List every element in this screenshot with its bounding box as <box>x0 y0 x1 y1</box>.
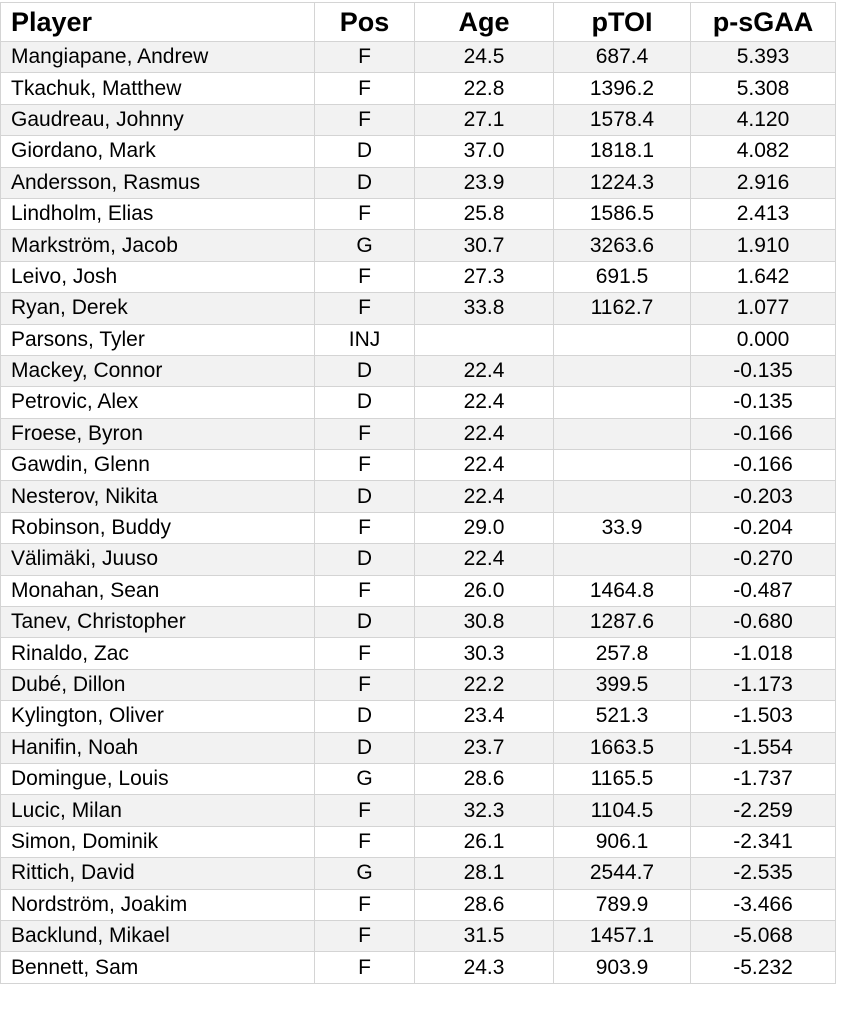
header-row <box>1 3 836 42</box>
age-cell: 30.3 <box>415 638 554 669</box>
ptoi-cell <box>554 387 691 418</box>
header-ptoi: pTOI <box>554 3 691 42</box>
psgaa-cell: -5.232 <box>691 952 836 983</box>
table-row <box>1 512 836 543</box>
header-psgaa: p-sGAA <box>691 3 836 42</box>
psgaa-cell: 1.910 <box>691 230 836 261</box>
age-cell: 32.3 <box>415 795 554 826</box>
table-row <box>1 387 836 418</box>
position-cell: F <box>315 638 415 669</box>
player-name-cell: Tkachuk, Matthew <box>1 73 315 104</box>
player-name-cell: Lindholm, Elias <box>1 198 315 229</box>
player-name-cell: Rinaldo, Zac <box>1 638 315 669</box>
table-row <box>1 544 836 575</box>
age-cell: 26.1 <box>415 826 554 857</box>
player-name-cell: Robinson, Buddy <box>1 512 315 543</box>
position-cell: F <box>315 42 415 73</box>
age-cell: 28.6 <box>415 763 554 794</box>
table-row <box>1 889 836 920</box>
age-cell: 22.4 <box>415 387 554 418</box>
age-cell: 25.8 <box>415 198 554 229</box>
table-row <box>1 732 836 763</box>
ptoi-cell <box>554 418 691 449</box>
age-cell: 23.7 <box>415 732 554 763</box>
ptoi-cell <box>554 355 691 386</box>
ptoi-cell <box>554 544 691 575</box>
player-name-cell: Petrovic, Alex <box>1 387 315 418</box>
player-name-cell: Hanifin, Noah <box>1 732 315 763</box>
table-header <box>1 3 836 42</box>
player-name-cell: Bennett, Sam <box>1 952 315 983</box>
table-row <box>1 826 836 857</box>
age-cell: 26.0 <box>415 575 554 606</box>
ptoi-cell: 1224.3 <box>554 167 691 198</box>
position-cell: D <box>315 481 415 512</box>
psgaa-cell: -0.204 <box>691 512 836 543</box>
player-name-cell: Froese, Byron <box>1 418 315 449</box>
ptoi-cell: 1162.7 <box>554 293 691 324</box>
table-row <box>1 701 836 732</box>
ptoi-cell <box>554 324 691 355</box>
player-name-cell: Rittich, David <box>1 858 315 889</box>
header-player: Player <box>1 3 315 42</box>
table-row <box>1 607 836 638</box>
position-cell: F <box>315 889 415 920</box>
player-name-cell: Monahan, Sean <box>1 575 315 606</box>
position-cell: F <box>315 293 415 324</box>
table-row <box>1 230 836 261</box>
age-cell: 22.4 <box>415 450 554 481</box>
player-name-cell: Tanev, Christopher <box>1 607 315 638</box>
table-row <box>1 858 836 889</box>
ptoi-cell: 687.4 <box>554 42 691 73</box>
psgaa-cell: -0.270 <box>691 544 836 575</box>
player-name-cell: Ryan, Derek <box>1 293 315 324</box>
position-cell: D <box>315 355 415 386</box>
player-name-cell: Dubé, Dillon <box>1 669 315 700</box>
player-name-cell: Välimäki, Juuso <box>1 544 315 575</box>
table-row <box>1 261 836 292</box>
age-cell <box>415 324 554 355</box>
position-cell: G <box>315 230 415 261</box>
ptoi-cell: 33.9 <box>554 512 691 543</box>
table-row <box>1 481 836 512</box>
position-cell: F <box>315 795 415 826</box>
table-row <box>1 73 836 104</box>
ptoi-cell: 1464.8 <box>554 575 691 606</box>
age-cell: 22.4 <box>415 355 554 386</box>
table-row <box>1 952 836 983</box>
position-cell: G <box>315 763 415 794</box>
table-row <box>1 104 836 135</box>
position-cell: F <box>315 73 415 104</box>
table-body <box>1 42 836 984</box>
table-row <box>1 795 836 826</box>
player-name-cell: Gawdin, Glenn <box>1 450 315 481</box>
position-cell: D <box>315 607 415 638</box>
position-cell: INJ <box>315 324 415 355</box>
position-cell: F <box>315 261 415 292</box>
position-cell: F <box>315 669 415 700</box>
ptoi-cell: 257.8 <box>554 638 691 669</box>
player-name-cell: Markström, Jacob <box>1 230 315 261</box>
position-cell: F <box>315 512 415 543</box>
player-name-cell: Mangiapane, Andrew <box>1 42 315 73</box>
psgaa-cell: 1.077 <box>691 293 836 324</box>
ptoi-cell: 399.5 <box>554 669 691 700</box>
psgaa-cell: -0.203 <box>691 481 836 512</box>
age-cell: 27.3 <box>415 261 554 292</box>
player-name-cell: Nesterov, Nikita <box>1 481 315 512</box>
age-cell: 22.4 <box>415 418 554 449</box>
age-cell: 22.8 <box>415 73 554 104</box>
ptoi-cell: 906.1 <box>554 826 691 857</box>
table-row <box>1 450 836 481</box>
position-cell: G <box>315 858 415 889</box>
age-cell: 24.3 <box>415 952 554 983</box>
ptoi-cell: 1396.2 <box>554 73 691 104</box>
table-row <box>1 418 836 449</box>
position-cell: D <box>315 136 415 167</box>
table-row <box>1 198 836 229</box>
psgaa-cell: 1.642 <box>691 261 836 292</box>
psgaa-cell: -0.680 <box>691 607 836 638</box>
position-cell: F <box>315 450 415 481</box>
header-pos: Pos <box>315 3 415 42</box>
position-cell: D <box>315 544 415 575</box>
ptoi-cell: 521.3 <box>554 701 691 732</box>
position-cell: F <box>315 418 415 449</box>
position-cell: D <box>315 387 415 418</box>
psgaa-cell: 2.916 <box>691 167 836 198</box>
psgaa-cell: -1.503 <box>691 701 836 732</box>
player-name-cell: Backlund, Mikael <box>1 920 315 951</box>
table-row <box>1 575 836 606</box>
ptoi-cell: 1586.5 <box>554 198 691 229</box>
psgaa-cell: -3.466 <box>691 889 836 920</box>
age-cell: 30.7 <box>415 230 554 261</box>
age-cell: 30.8 <box>415 607 554 638</box>
psgaa-cell: 4.082 <box>691 136 836 167</box>
player-name-cell: Simon, Dominik <box>1 826 315 857</box>
age-cell: 33.8 <box>415 293 554 324</box>
ptoi-cell: 1104.5 <box>554 795 691 826</box>
table-row <box>1 136 836 167</box>
ptoi-cell: 1287.6 <box>554 607 691 638</box>
position-cell: F <box>315 920 415 951</box>
age-cell: 28.1 <box>415 858 554 889</box>
psgaa-cell: -1.018 <box>691 638 836 669</box>
player-name-cell: Lucic, Milan <box>1 795 315 826</box>
psgaa-cell: -1.737 <box>691 763 836 794</box>
player-stats-table <box>0 2 836 984</box>
player-name-cell: Parsons, Tyler <box>1 324 315 355</box>
ptoi-cell: 1663.5 <box>554 732 691 763</box>
ptoi-cell: 903.9 <box>554 952 691 983</box>
psgaa-cell: -1.554 <box>691 732 836 763</box>
ptoi-cell <box>554 481 691 512</box>
ptoi-cell: 789.9 <box>554 889 691 920</box>
psgaa-cell: -0.166 <box>691 450 836 481</box>
age-cell: 31.5 <box>415 920 554 951</box>
table-row <box>1 920 836 951</box>
psgaa-cell: 5.308 <box>691 73 836 104</box>
ptoi-cell: 1457.1 <box>554 920 691 951</box>
psgaa-cell: 5.393 <box>691 42 836 73</box>
ptoi-cell: 1165.5 <box>554 763 691 794</box>
position-cell: F <box>315 104 415 135</box>
age-cell: 22.2 <box>415 669 554 700</box>
position-cell: F <box>315 826 415 857</box>
ptoi-cell: 1818.1 <box>554 136 691 167</box>
table-row <box>1 763 836 794</box>
age-cell: 37.0 <box>415 136 554 167</box>
psgaa-cell: 2.413 <box>691 198 836 229</box>
age-cell: 27.1 <box>415 104 554 135</box>
position-cell: F <box>315 198 415 229</box>
position-cell: F <box>315 952 415 983</box>
position-cell: D <box>315 732 415 763</box>
player-name-cell: Giordano, Mark <box>1 136 315 167</box>
table-row <box>1 42 836 73</box>
table-row <box>1 638 836 669</box>
player-name-cell: Kylington, Oliver <box>1 701 315 732</box>
player-name-cell: Gaudreau, Johnny <box>1 104 315 135</box>
table-row <box>1 167 836 198</box>
age-cell: 23.4 <box>415 701 554 732</box>
player-name-cell: Andersson, Rasmus <box>1 167 315 198</box>
psgaa-cell: 0.000 <box>691 324 836 355</box>
position-cell: D <box>315 167 415 198</box>
psgaa-cell: -0.166 <box>691 418 836 449</box>
ptoi-cell: 2544.7 <box>554 858 691 889</box>
header-age: Age <box>415 3 554 42</box>
age-cell: 28.6 <box>415 889 554 920</box>
position-cell: D <box>315 701 415 732</box>
psgaa-cell: -0.135 <box>691 355 836 386</box>
age-cell: 23.9 <box>415 167 554 198</box>
ptoi-cell: 3263.6 <box>554 230 691 261</box>
table-row <box>1 293 836 324</box>
psgaa-cell: -2.341 <box>691 826 836 857</box>
table-row <box>1 355 836 386</box>
ptoi-cell <box>554 450 691 481</box>
player-name-cell: Nordström, Joakim <box>1 889 315 920</box>
ptoi-cell: 1578.4 <box>554 104 691 135</box>
age-cell: 29.0 <box>415 512 554 543</box>
psgaa-cell: -0.135 <box>691 387 836 418</box>
psgaa-cell: 4.120 <box>691 104 836 135</box>
position-cell: F <box>315 575 415 606</box>
table-row <box>1 669 836 700</box>
psgaa-cell: -0.487 <box>691 575 836 606</box>
ptoi-cell: 691.5 <box>554 261 691 292</box>
player-name-cell: Mackey, Connor <box>1 355 315 386</box>
table-row <box>1 324 836 355</box>
psgaa-cell: -1.173 <box>691 669 836 700</box>
psgaa-cell: -2.535 <box>691 858 836 889</box>
player-name-cell: Leivo, Josh <box>1 261 315 292</box>
age-cell: 22.4 <box>415 544 554 575</box>
psgaa-cell: -2.259 <box>691 795 836 826</box>
age-cell: 24.5 <box>415 42 554 73</box>
player-name-cell: Domingue, Louis <box>1 763 315 794</box>
psgaa-cell: -5.068 <box>691 920 836 951</box>
age-cell: 22.4 <box>415 481 554 512</box>
